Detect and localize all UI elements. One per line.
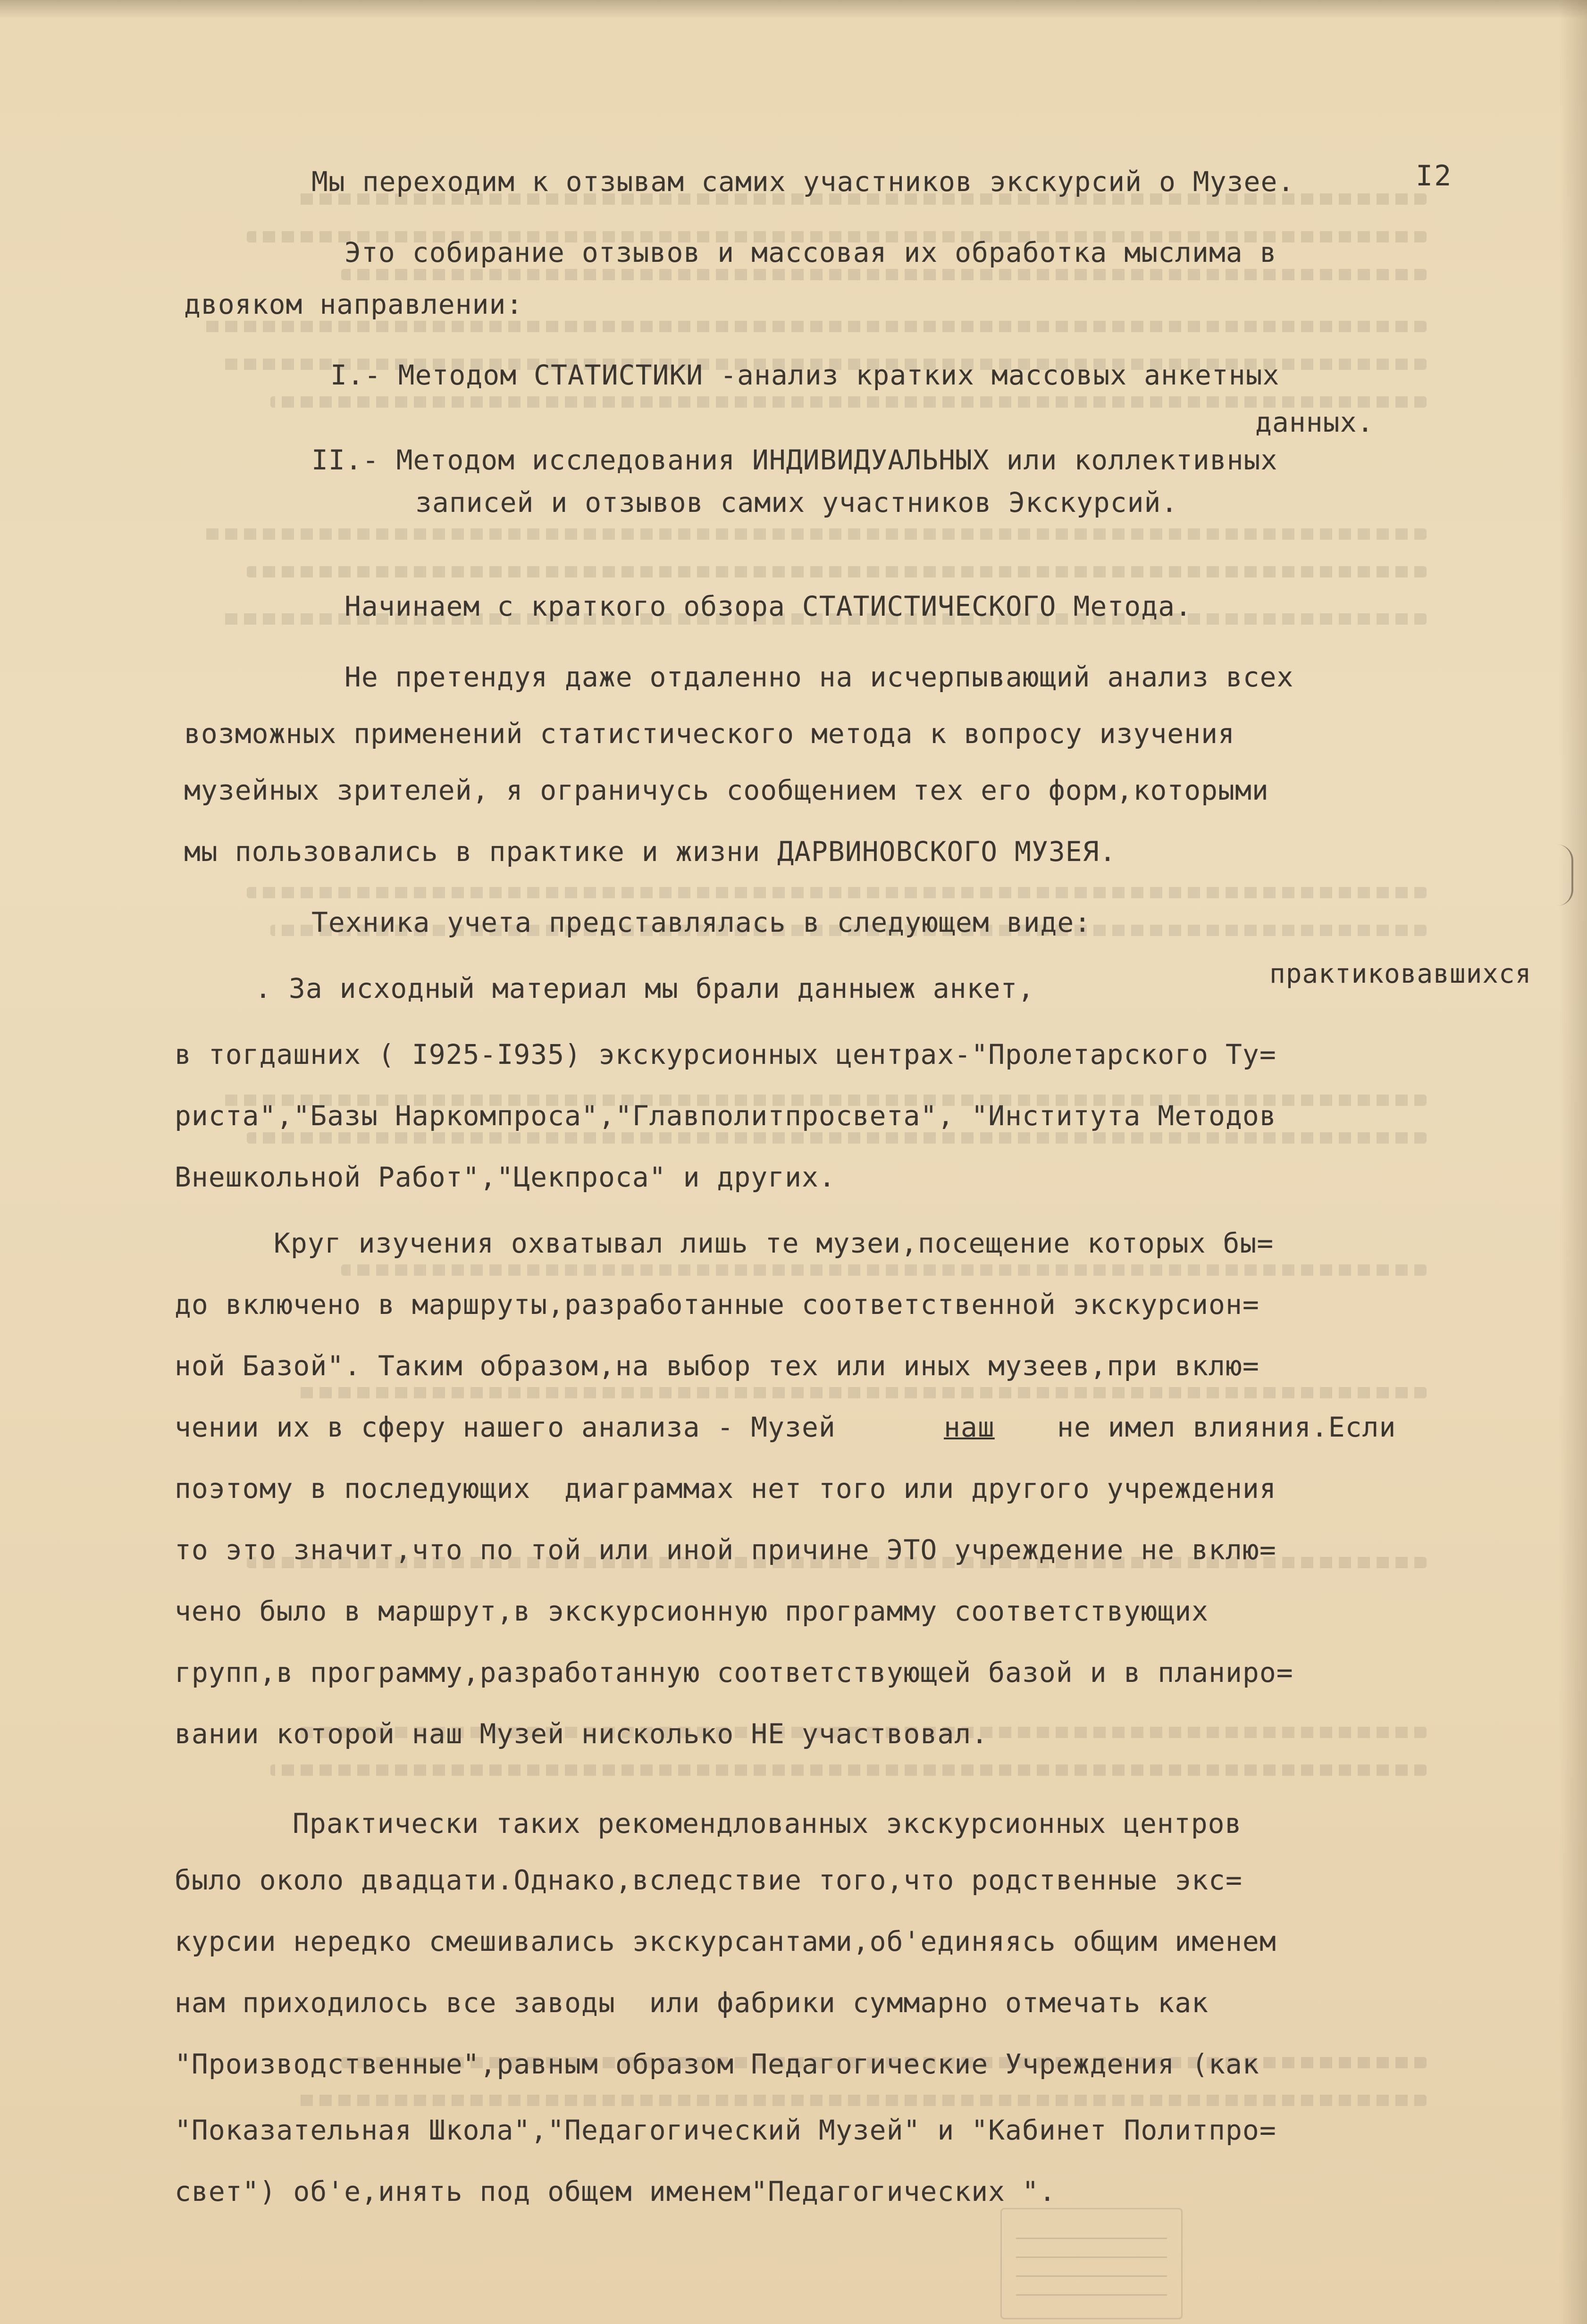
text-line: двояком направлении: xyxy=(184,288,523,320)
text-line: нам приходилось все заводы или фабрики суммарно отмечать как xyxy=(175,1987,1209,2019)
text-line: Техника учета представлялась в следующем виде: xyxy=(311,906,1092,938)
text-line: групп,в программу,разработанную соответствующей базой и в планиро= xyxy=(175,1656,1293,1689)
text-line: чении их в сферу нашего анализа - Музей xyxy=(175,1411,836,1443)
text-line: в тогдашних ( I925-I935) экскурсионных центрах-"Пролетарского Ту= xyxy=(175,1038,1276,1070)
text-line: . За исходный материал мы брали данныеж анкет, xyxy=(255,972,1035,1004)
text-line: I.- Методом СТАТИСТИКИ -анализ кратких массовых анкетных xyxy=(330,359,1280,391)
text-line: вании которой наш Музей нисколько НЕ участвовал. xyxy=(175,1718,989,1750)
text-line: музейных зрителей, я ограничусь сообщением тех его форм,которыми xyxy=(184,774,1269,806)
text-line: Круг изучения охватывал лишь те музеи,посещение которых бы= xyxy=(274,1227,1274,1259)
text-line: Практически таких рекомендлованных экскурсионных центров xyxy=(293,1807,1242,1839)
pencil-bracket-mark xyxy=(1557,844,1573,906)
text-line: то это значит,что по той или иной причине ЭТО учреждение не вклю= xyxy=(175,1534,1276,1566)
text-line: "Производственные",равным образом Педагогические Учреждения (как xyxy=(175,2048,1260,2080)
inserted-word: практиковавшихся xyxy=(1269,959,1532,989)
text-line: риста","Базы Наркомпроса","Главполитпросвета", "Института Методов xyxy=(175,1100,1276,1132)
text-line: было около двадцати.Однако,вследствие того,что родственные экс= xyxy=(175,1864,1243,1896)
text-line: поэтому в последующих диаграммах нет того или другого учреждения xyxy=(175,1472,1276,1505)
text-line: чено было в маршрут,в экскурсионную программу соответствующих xyxy=(175,1595,1209,1627)
page-top-shadow xyxy=(0,0,1587,19)
text-line: мы пользовались в практике и жизни ДАРВИНОВСКОГО МУЗЕЯ. xyxy=(184,836,1117,868)
text-line: Не претендуя даже отдаленно на исчерпывающий анализ всех xyxy=(344,661,1294,693)
text-line: "Показательная Школа","Педагогический Музей" и "Кабинет Политпро= xyxy=(175,2114,1276,2146)
text-line: возможных применений статистического метода к вопросу изучения xyxy=(184,718,1235,750)
text-line: данных. xyxy=(1255,406,1374,438)
text-line: записей и отзывов самих участников Экскурсий. xyxy=(415,486,1178,518)
text-line: курсии нередко смешивались экскурсантами,об'единяясь общим именем xyxy=(175,1925,1276,1957)
text-line: II.- Методом исследования ИНДИВИДУАЛЬНЫХ или коллективных xyxy=(311,444,1278,476)
underlined-word: наш xyxy=(944,1411,995,1443)
text-line: не имел влияния.Если xyxy=(1057,1411,1396,1443)
text-line: свет") об'е,инять под общем именем"Педагогических ". xyxy=(175,2175,1056,2207)
page-number: I2 xyxy=(1416,159,1453,192)
text-line: Начинаем с краткого обзора СТАТИСТИЧЕСКОГО Метода. xyxy=(344,590,1192,622)
text-line: ной Базой". Таким образом,на выбор тех или иных музеев,при вклю= xyxy=(175,1350,1260,1382)
text-line: Внешкольной Работ","Цекпроса" и других. xyxy=(175,1161,836,1193)
page-edge-shadow xyxy=(1559,0,1587,2324)
text-line: до включено в маршруты,разработанные соответственной экскурсион= xyxy=(175,1288,1260,1321)
faint-archive-stamp xyxy=(1000,2208,1183,2319)
text-line: Это собирание отзывов и массовая их обработка мыслима в xyxy=(344,236,1277,268)
text-line: Мы переходим к отзывам самих участников экскурсий о Музее. xyxy=(311,166,1295,198)
